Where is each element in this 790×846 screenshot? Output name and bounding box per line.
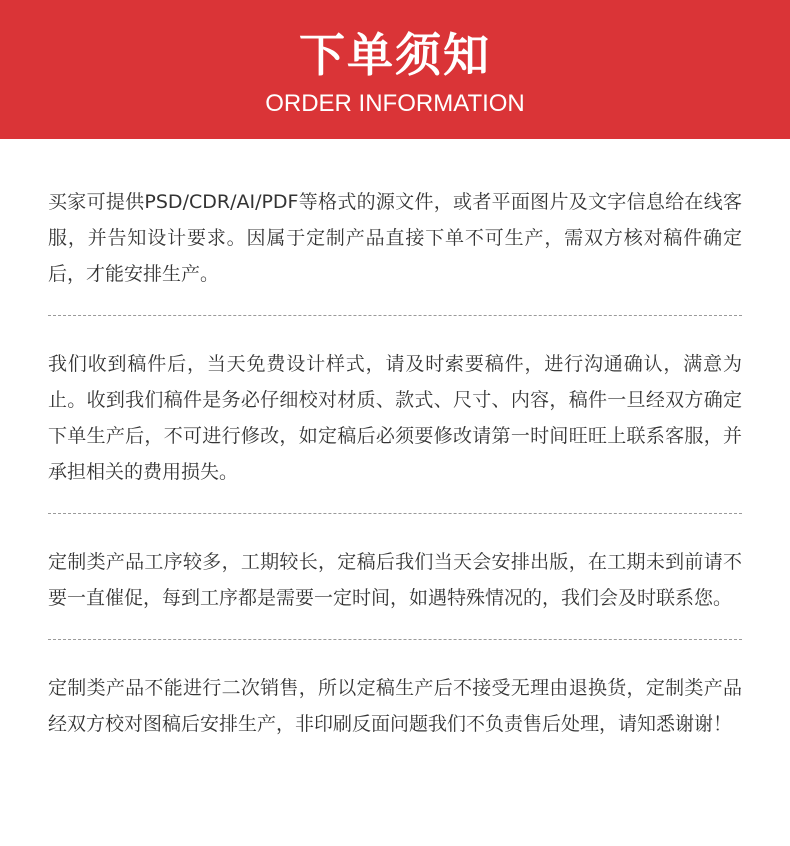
notice-paragraph-4: 定制类产品不能进行二次销售，所以定稿生产后不接受无理由退换货，定制类产品经双方校对图稿后安排生产，非印刷反面问题我们不负责售后处理，请知悉谢谢！ [48, 677, 742, 735]
notice-list [48, 139, 742, 742]
page-subtitle: ORDER INFORMATION [265, 90, 525, 117]
dashed-divider [48, 315, 742, 316]
dashed-divider [48, 639, 742, 640]
page-title: 下单须知 [299, 28, 491, 82]
notice-paragraph-2: 我们收到稿件后，当天免费设计样式，请及时索要稿件，进行沟通确认，满意为止。收到我们稿件是务必仔细校对材质、款式、尺寸、内容，稿件一旦经双方确定下单生产后，不可进行修改，如定稿后必须要修改请第一时间旺旺上联系客服，并承担相关的费用损失。 [48, 353, 742, 483]
notice-paragraph-3: 定制类产品工序较多，工期较长，定稿后我们当天会安排出版，在工期未到前请不要一直催促，每到工序都是需要一定时间，如遇特殊情况的，我们会及时联系您。 [48, 551, 742, 609]
header-banner [0, 0, 790, 139]
notice-paragraph-1: 买家可提供PSD/CDR/AI/PDF等格式的源文件，或者平面图片及文字信息给在线客服，并告知设计要求。因属于定制产品直接下单不可生产，需双方核对稿件确定后，才能安排生产。 [48, 191, 742, 285]
dashed-divider [48, 513, 742, 514]
